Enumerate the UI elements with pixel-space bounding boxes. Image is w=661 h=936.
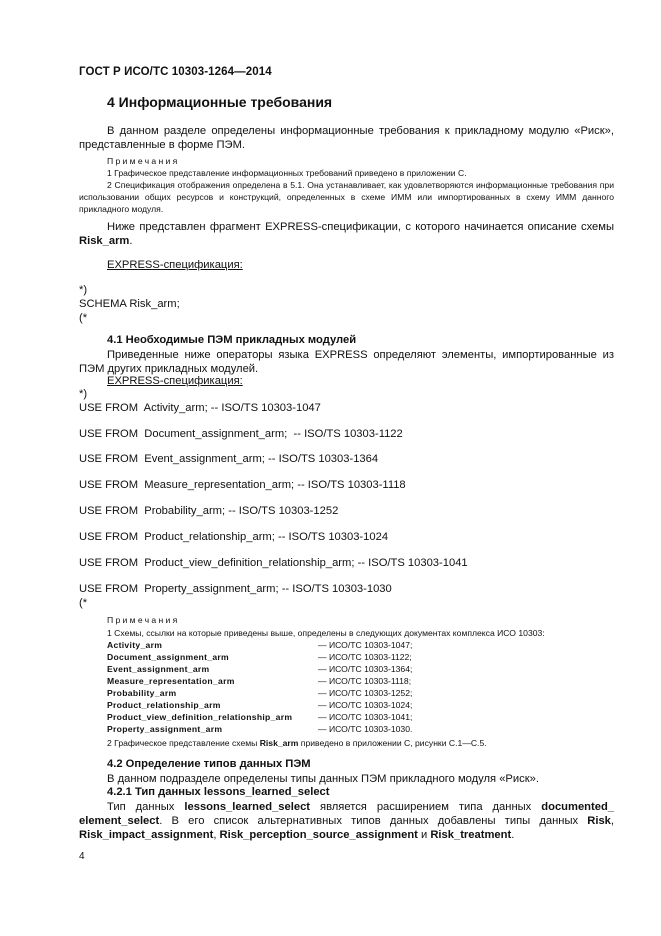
section-4-2-title: 4.2 Определение типов данных ПЭМ: [107, 758, 311, 770]
use-from-line: USE FROM Measure_representation_arm; -- ISO/TS 10303-1118: [79, 479, 406, 491]
code-open: *): [79, 284, 88, 296]
use-from-line: USE FROM Event_assignment_arm; -- ISO/TS 10303-1364: [79, 453, 379, 465]
section-4-intro: В данном разделе определены информационные требования к прикладному модулю «Риск», представленные в форме ПЭМ.: [79, 125, 614, 151]
schema-row: Product_view_definition_relationship_arm — ИСО/ТС 10303-1041;: [107, 712, 413, 722]
section-4-2-text: В данном подразделе определены типы данных ПЭМ прикладного модуля «Риск».: [107, 773, 539, 785]
schema-row: Measure_representation_arm — ИСО/ТС 10303-1118;: [107, 676, 412, 686]
use-from-line: USE FROM Property_assignment_arm; -- ISO/TS 10303-1030: [79, 583, 392, 595]
code-open-2: *): [79, 388, 88, 400]
express-intro: [79, 220, 614, 248]
express-intro-end: .: [129, 235, 133, 247]
section-4-title: 4 Информационные требования: [107, 94, 333, 110]
use-from-line: USE FROM Probability_arm; -- ISO/TS 10303-1252: [79, 505, 339, 517]
use-from-line: USE FROM Product_relationship_arm; -- ISO/TS 10303-1024: [79, 531, 389, 543]
page-number: 4: [79, 851, 85, 862]
express-spec-label-2: EXPRESS-спецификация:: [107, 375, 243, 387]
use-from-line: USE FROM Product_view_definition_relationship_arm; -- ISO/TS 10303-1041: [79, 557, 468, 569]
notes-heading-2: Примечания: [107, 615, 180, 625]
code-close-2: (*: [79, 597, 88, 609]
section-4-1-title: 4.1 Необходимые ПЭМ прикладных модулей: [107, 334, 357, 346]
section-4-2-1-text: Тип данных lessons_learned_select является расширением типа данных documented_ element_select. В его список альтернативных типов данных добавлены типы данных Risk, Risk_impact_assignment, Risk_perception_source_assignment и Risk_treatment.: [79, 801, 615, 841]
schema-row: Product_relationship_arm — ИСО/ТС 10303-1024;: [107, 700, 413, 710]
note-2: 2 Спецификация отображения определена в 5.1. Она устанавливает, как удовлетворяются информационные требования при использовании общих ресурсов и конструкций, определенных в схеме ИММ или импортированных в схему ИММ данного прикладного модуля.: [79, 180, 614, 214]
schema-row: Property_assignment_arm — ИСО/ТС 10303-1030.: [107, 724, 413, 734]
note-graphic: 2 Графическое представление схемы Risk_arm приведено в приложении С, рисунки С.1—С.5.: [107, 738, 487, 748]
schema-row: Activity_arm — ИСО/ТС 10303-1047;: [107, 640, 413, 650]
schema-row: Probability_arm — ИСО/ТС 10303-1252;: [107, 688, 413, 698]
document-header: ГОСТ Р ИСО/ТС 10303-1264—2014: [79, 66, 272, 78]
express-intro-text: Ниже представлен фрагмент EXPRESS-спецификации, с которого начинается описание схемы: [107, 221, 614, 233]
express-intro-schema: Risk_arm: [79, 235, 130, 247]
schema-row: Event_assignment_arm — ИСО/ТС 10303-1364;: [107, 664, 413, 674]
use-from-line: USE FROM Document_assignment_arm; -- ISO/TS 10303-1122: [79, 428, 403, 440]
express-spec-label: EXPRESS-спецификация:: [107, 259, 243, 271]
schema-row: Document_assignment_arm — ИСО/ТС 10303-1122;: [107, 652, 412, 662]
note-1: 1 Графическое представление информационных требований приведено в приложении С.: [107, 168, 467, 178]
notes-heading: Примечания: [107, 156, 180, 166]
use-from-line: USE FROM Activity_arm; -- ISO/TS 10303-1047: [79, 402, 321, 414]
section-4-1-text: Приведенные ниже операторы языка EXPRESS определяют элементы, импортированные из ПЭМ других прикладных модулей.: [79, 349, 614, 375]
section-4-2-1-title: 4.2.1 Тип данных lessons_learned_select: [107, 786, 330, 798]
schema-line: SCHEMA Risk_arm;: [79, 298, 180, 310]
note-schemas: 1 Схемы, ссылки на которые приведены выше, определены в следующих документах комплекса ИСО 10303:: [107, 628, 545, 638]
code-close: (*: [79, 312, 88, 324]
